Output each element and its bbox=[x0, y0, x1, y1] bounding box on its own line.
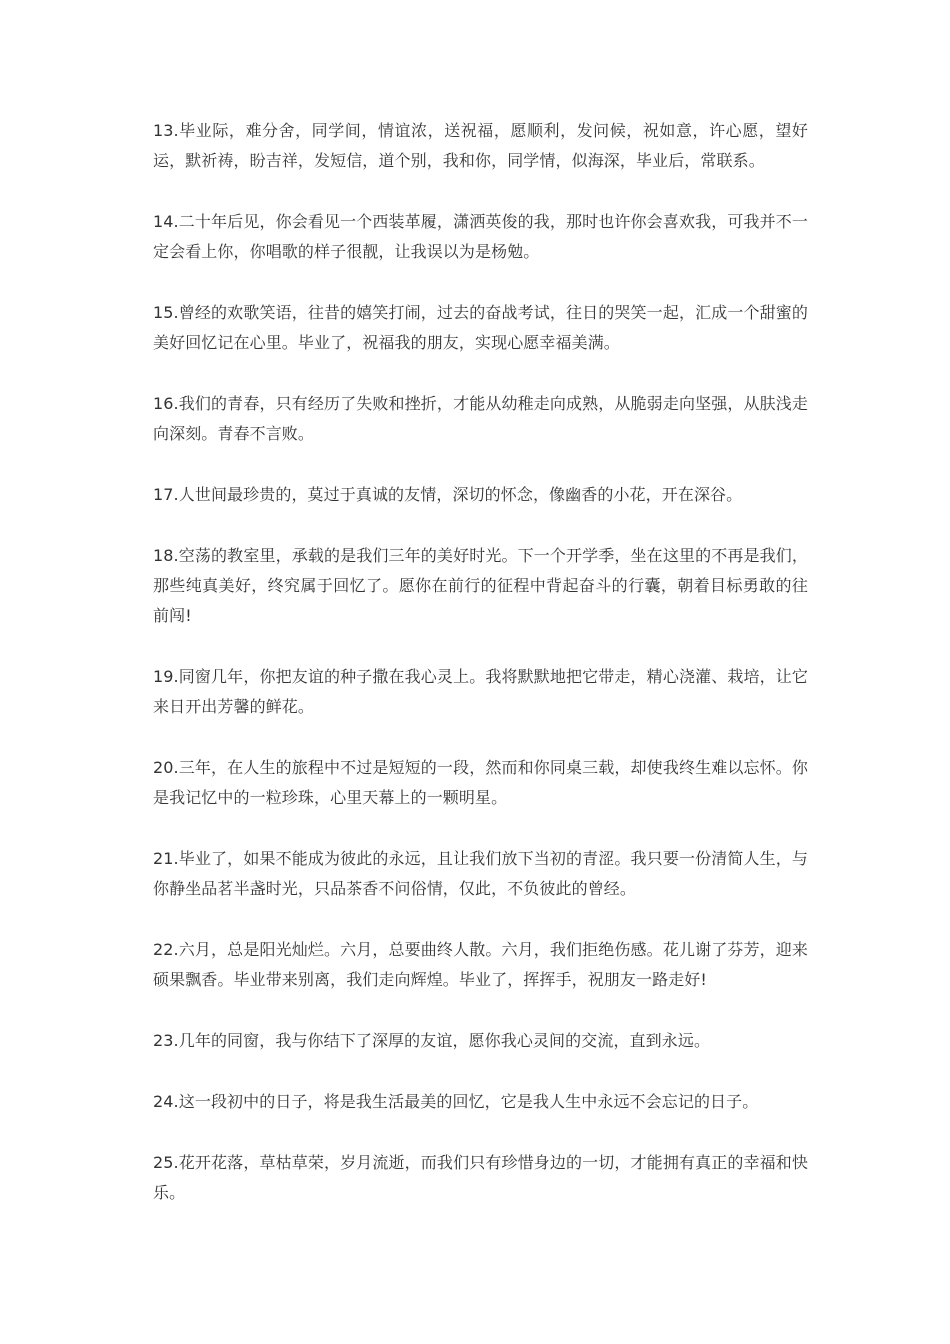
paragraph-21: 21.毕业了，如果不能成为彼此的永远，且让我们放下当初的青涩。我只要一份清简人生，与你静坐品茗半盏时光，只品茶香不问俗情，仅此，不负彼此的曾经。 bbox=[153, 849, 808, 898]
paragraph-23: 23.几年的同窗，我与你结下了深厚的友谊，愿你我心灵间的交流，直到永远。 bbox=[153, 1031, 711, 1050]
paragraph-15: 15.曾经的欢歌笑语，往昔的嬉笑打闹，过去的奋战考试，往日的哭笑一起，汇成一个甜蜜的美好回忆记在心里。毕业了，祝福我的朋友，实现心愿幸福美满。 bbox=[153, 303, 808, 352]
paragraph-25: 25.花开花落，草枯草荣，岁月流逝，而我们只有珍惜身边的一切，才能拥有真正的幸福和快乐。 bbox=[153, 1153, 808, 1202]
document-body bbox=[153, 116, 808, 1239]
paragraph-18: 18.空荡的教室里，承载的是我们三年的美好时光。下一个开学季，坐在这里的不再是我们，那些纯真美好，终究属于回忆了。愿你在前行的征程中背起奋斗的行囊，朝着目标勇敢的往前闯! bbox=[153, 546, 808, 625]
paragraph-22: 22.六月，总是阳光灿烂。六月，总要曲终人散。六月，我们拒绝伤感。花儿谢了芬芳，迎来硕果飘香。毕业带来别离，我们走向辉煌。毕业了，挥挥手，祝朋友一路走好! bbox=[153, 940, 808, 989]
paragraph-24: 24.这一段初中的日子，将是我生活最美的回忆，它是我人生中永远不会忘记的日子。 bbox=[153, 1092, 759, 1111]
paragraph-14: 14.二十年后见，你会看见一个西装革履，潇洒英俊的我，那时也许你会喜欢我，可我并不一定会看上你，你唱歌的样子很靓，让我误以为是杨勉。 bbox=[153, 212, 808, 261]
paragraph-16: 16.我们的青春，只有经历了失败和挫折，才能从幼稚走向成熟，从脆弱走向坚强，从肤浅走向深刻。青春不言败。 bbox=[153, 394, 808, 443]
paragraph-19: 19.同窗几年，你把友谊的种子撒在我心灵上。我将默默地把它带走，精心浇灌、栽培，让它来日开出芳馨的鲜花。 bbox=[153, 667, 808, 716]
paragraph-17: 17.人世间最珍贵的，莫过于真诚的友情，深切的怀念，像幽香的小花，开在深谷。 bbox=[153, 485, 743, 504]
paragraph-20: 20.三年，在人生的旅程中不过是短短的一段，然而和你同桌三载，却使我终生难以忘怀。你是我记忆中的一粒珍珠，心里天幕上的一颗明星。 bbox=[153, 758, 808, 807]
paragraph-13: 13.毕业际，难分舍，同学间，情谊浓，送祝福，愿顺利，发问候，祝如意，许心愿，望好运，默祈祷，盼吉祥，发短信，道个别，我和你，同学情，似海深，毕业后，常联系。 bbox=[153, 121, 808, 170]
